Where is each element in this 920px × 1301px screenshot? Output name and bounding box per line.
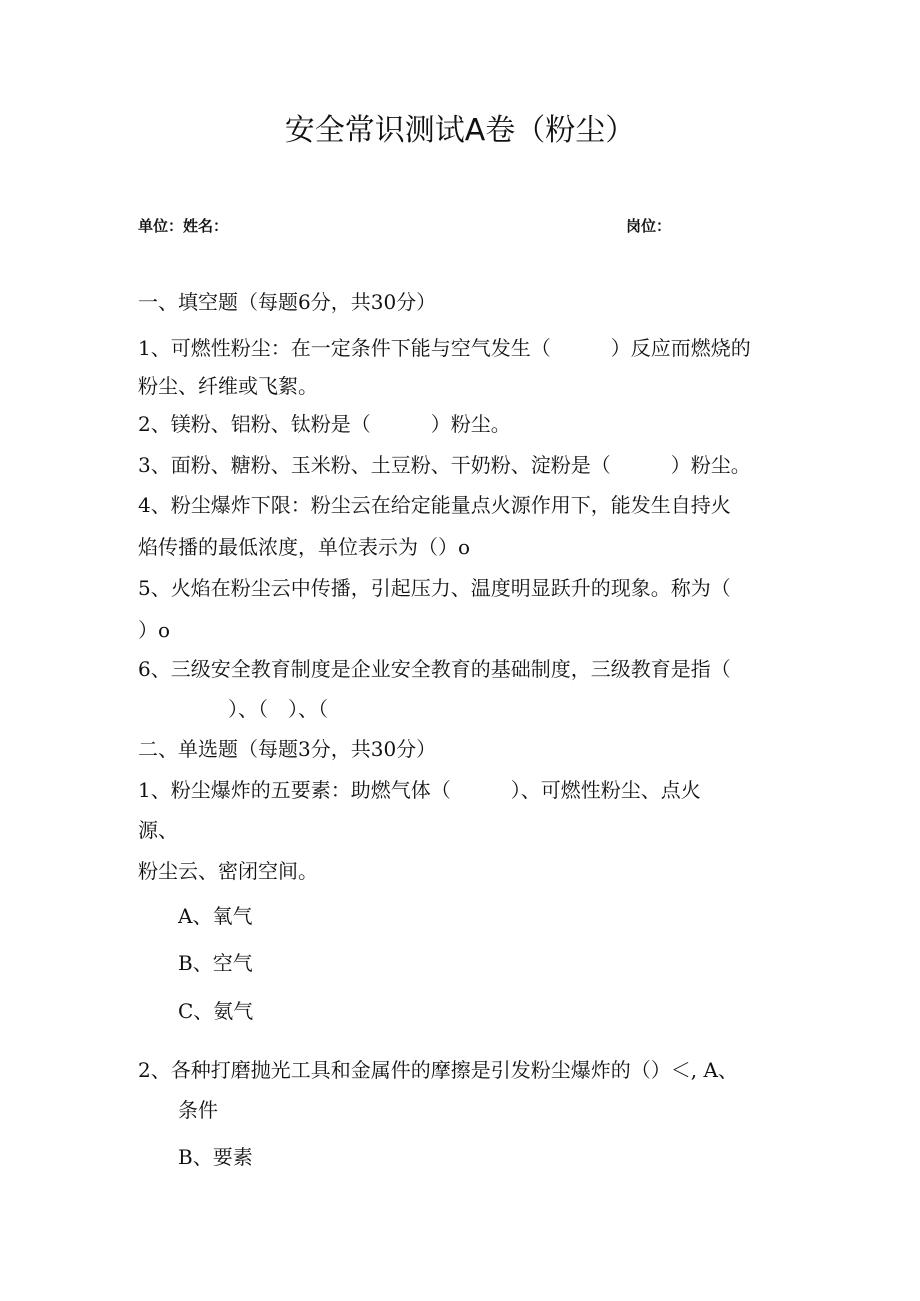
question-line: 条件: [178, 1098, 218, 1122]
unit-name-label: 单位：姓名：: [138, 217, 229, 235]
section1-heading: 一、填空题（每题6分，共30分）: [138, 290, 437, 314]
option-c: C、氨气: [178, 999, 254, 1023]
section1-line: 3、面粉、糖粉、玉米粉、土豆粉、干奶粉、淀粉是（ ）粉尘。: [138, 453, 751, 477]
option-b: B、空气: [178, 951, 253, 975]
section1-line: 焰传播的最低浓度，单位表示为（）o: [138, 535, 471, 559]
section2-heading: 二、单选题（每题3分，共30分）: [138, 737, 437, 761]
option-b: B、要素: [178, 1145, 253, 1169]
question-line: 1、粉尘爆炸的五要素：助燃气体（ ）、可燃性粉尘、点火: [138, 778, 701, 802]
option-a: A、氧气: [178, 904, 253, 928]
section1-line: 5、火焰在粉尘云中传播，引起压力、温度明显跃升的现象。称为（: [138, 576, 731, 600]
question-line: 源、: [138, 818, 178, 842]
section1-line: ）、（ ）、（: [228, 697, 328, 721]
section1-line: 4、粉尘爆炸下限：粉尘云在给定能量点火源作用下，能发生自持火: [138, 493, 731, 517]
question-line: 粉尘云、密闭空间。: [138, 859, 318, 883]
question-line: 2、各种打磨抛光工具和金属件的摩擦是引发粉尘爆炸的（）＜, A、: [138, 1058, 738, 1082]
section1-line: 6、三级安全教育制度是企业安全教育的基础制度，三级教育是指（: [138, 657, 731, 681]
section1-line: 1、可燃性粉尘：在一定条件下能与空气发生（ ）反应而燃烧的: [138, 336, 751, 360]
section1-line: 2、镁粉、铝粉、钛粉是（ ）粉尘。: [138, 412, 511, 436]
section1-line: ）o: [138, 618, 171, 642]
section1-line: 粉尘、纤维或飞絮。: [138, 374, 318, 398]
document-title: 安全常识测试A卷（粉尘）: [284, 113, 636, 148]
position-label: 岗位：: [626, 217, 672, 235]
